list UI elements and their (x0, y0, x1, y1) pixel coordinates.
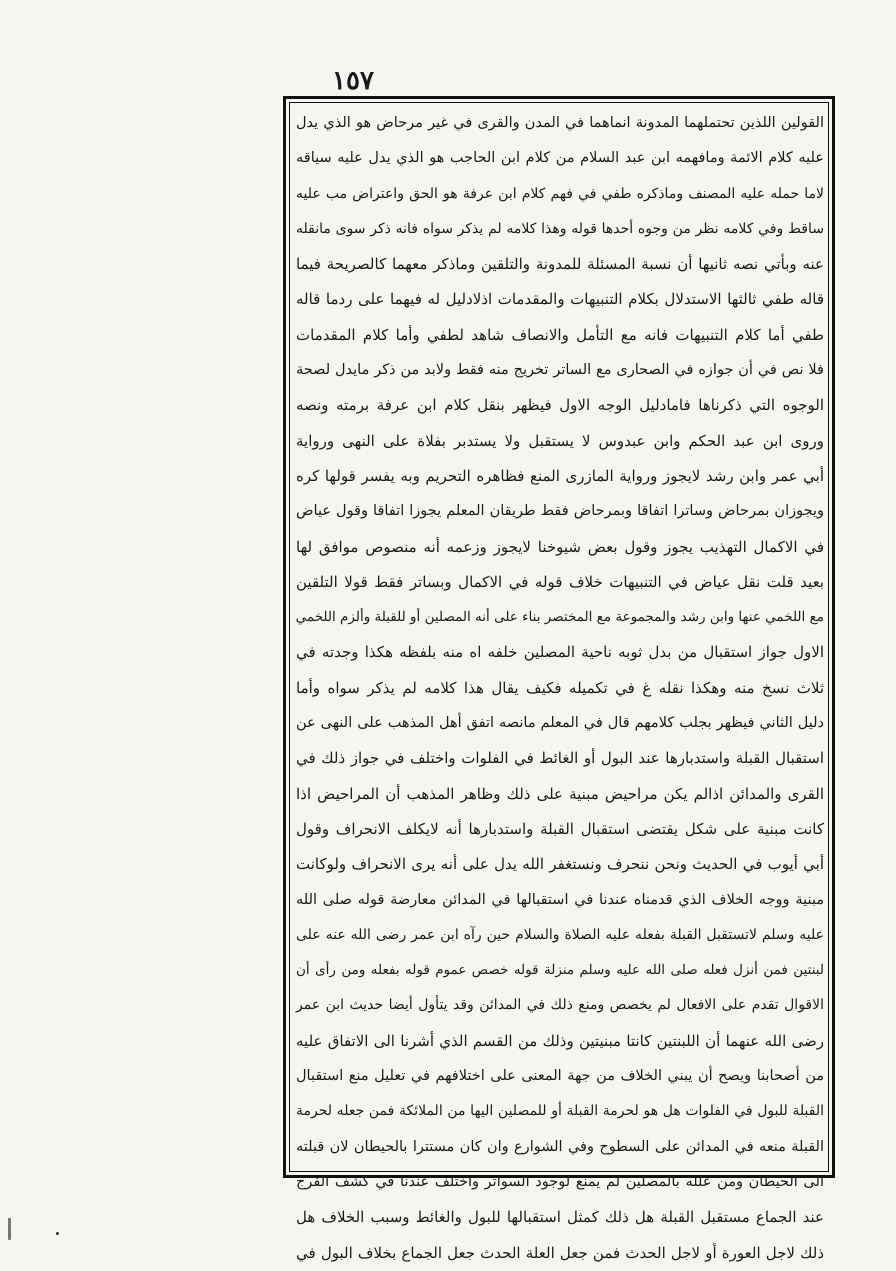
scan-speck (56, 1232, 59, 1235)
text-line: ذلك لاجل العورة أو لاجل الحدث فمن جعل العلة الحدث جعل الجماع بخلاف البول في (296, 1243, 824, 1262)
text-line: عنه وبأتي نصه ثانيها أن نسبة المسئلة للمدونة والتلقين وماذكر معهما كالصريحة فيما (296, 255, 824, 274)
page-number: ١٥٧ (332, 66, 374, 96)
text-line: الاول جواز استقبال من بدل ثوبه ناحية المصلين خلفه اه منه بلفظه هكذا وجدته في (296, 643, 824, 662)
text-line: الى الحيطان ومن علله بالمصلين لم يمنع لوجود السواتر واختلف عندنا في كشف الفرج (296, 1173, 824, 1190)
text-line: القبلة للبول في الفلوات هل هو لحرمة القبلة أو للمصلين اليها من الملائكة فمن جعله لحرمة (296, 1103, 824, 1120)
text-line: أبي عمر وابن رشد لايجوز ورواية المازرى المنع فظاهره التحريم وبه يفسر قولها كره (296, 466, 824, 485)
text-line: بعيد قلت نقل عياض في التنبيهات خلاف قوله في الاكمال وبساتر فقط قولا التلقين (296, 572, 824, 591)
text-line: الاقوال تقدم على الافعال لم يخصص ومنع ذلك في المدائن وقد يتأول أيضا حديث ابن عمر (296, 997, 824, 1014)
text-line: ساقط وفي كلامه نظر من وجوه أحدها قوله وهذا كلامه لم يذكر سواه فانه ذكر سوى مانقله (296, 220, 824, 237)
text-line: القبلة منعه في المدائن على السطوح وفي الشوارع وان كان مستترا بالحيطان لان قبلته (296, 1138, 824, 1155)
text-line: مع اللخمي عنها وابن رشد والمجموعة مع المختصر بناء على أنه المصلين أو للقبلة وألزم اللخمي (295, 609, 824, 626)
text-line: عليه كلام الائمة ومافهمه ابن عبد السلام من كلام ابن الحاجب هو الذي يدل عليه سياقه (296, 150, 824, 167)
text-line: ثلاث نسخ منه وهكذا نقله غ في تكميله فكيف يقال هذا كلامه لم يذكر سواه وأما (296, 678, 824, 697)
scan-speck (8, 1218, 11, 1240)
text-line: ويجوزان بمرحاض وساترا اتفاقا وبمرحاض فقط طريقان المعلم يجوزا اتفاقا وقول عياض (296, 503, 824, 520)
text-line: وروى ابن عبد الحكم وابن عبدوس لا يستقبل ولا يستدبر بفلاة على النهى ورواية (296, 431, 824, 450)
text-line: كانت مبنية على شكل يقتضى استقبال القبلة واستدبارها أنه لايكلف الانحراف وقول (296, 819, 824, 838)
text-line: فلا نص في أن جوازه في الصحارى مع الساتر تخريج منه فقط ولابد من ذكر مايدل لصحة (296, 362, 824, 379)
text-line: لاما حمله عليه المصنف وماذكره طفي في فهم كلام ابن عرفة هو الحق واعتراض مب عليه (296, 185, 824, 202)
text-line: مبنية ووجه الخلاف الذي قدمناه عندنا في استقبالها في المدائن معارضة قوله صلى الله (296, 891, 824, 908)
text-line: القولين اللذين تحتملهما المدونة انماهما في المدن والقرى في غير مرحاض هو الذي يدل (296, 115, 824, 131)
text-line: استقبال القبلة واستدبارها عند البول أو الغائط في الفلوات واختلف في جواز ذلك في (296, 749, 824, 768)
text-line: قاله طفي ثالثها الاستدلال بكلام التنبيهات والمقدمات اذلادليل له فيهما على ردما قاله (296, 290, 824, 309)
text-line: طفي أما كلام التنبيهات فانه مع التأمل والانصاف شاهد لطفي وأما كلام المقدمات (296, 325, 824, 344)
main-text-block (295, 106, 825, 1262)
text-line: في الاكمال التهذيب يجوز وقول بعض شيوخنا لايجوز وزعمه أنه منصوص موافق لها (296, 537, 824, 556)
text-line: رضى الله عنهما أن اللبنتين كانتا مبنيتين وذلك من القسم الذي أشرنا الى الاتفاق عليه (296, 1031, 824, 1050)
text-line: عند الجماع مستقبل القبلة هل ذلك كمثل استقبالها للبول والغائط وسبب الخلاف هل (296, 1208, 824, 1227)
text-line: لبنتين فمن أنزل فعله صلى الله عليه وسلم منزلة قوله خصص عموم قوله بفعله ومن رأى أن (296, 962, 824, 979)
text-line: عليه وسلم لاتستقبل القبلة بفعله عليه الصلاة والسلام حين رآه ابن عمر رضى الله عنه على (296, 926, 825, 943)
text-line: من أصحابنا ويصح أن يبني الخلاف من جهة المعنى على اختلافهم في تعليل منع استقبال (296, 1068, 824, 1085)
text-line: دليل الثاني فيظهر بجلب كلامهم قال في المعلم مانصه اتفق أهل المذهب على النهى عن (296, 715, 824, 732)
text-line: الوجوه التي ذكرناها فامادليل الوجه الاول فيظهر بنقل كلام ابن عرفة برمته ونصه (296, 396, 824, 415)
text-line: القرى والمدائن اذالم يكن مراحيض مبنية على ذلك وظاهر المذهب أن المراحيض اذا (296, 784, 824, 803)
text-line: أبي أيوب في الحديث ونحن ننحرف ونستغفر الله يدل على أنه يرى الانحراف ولوكانت (296, 855, 824, 874)
